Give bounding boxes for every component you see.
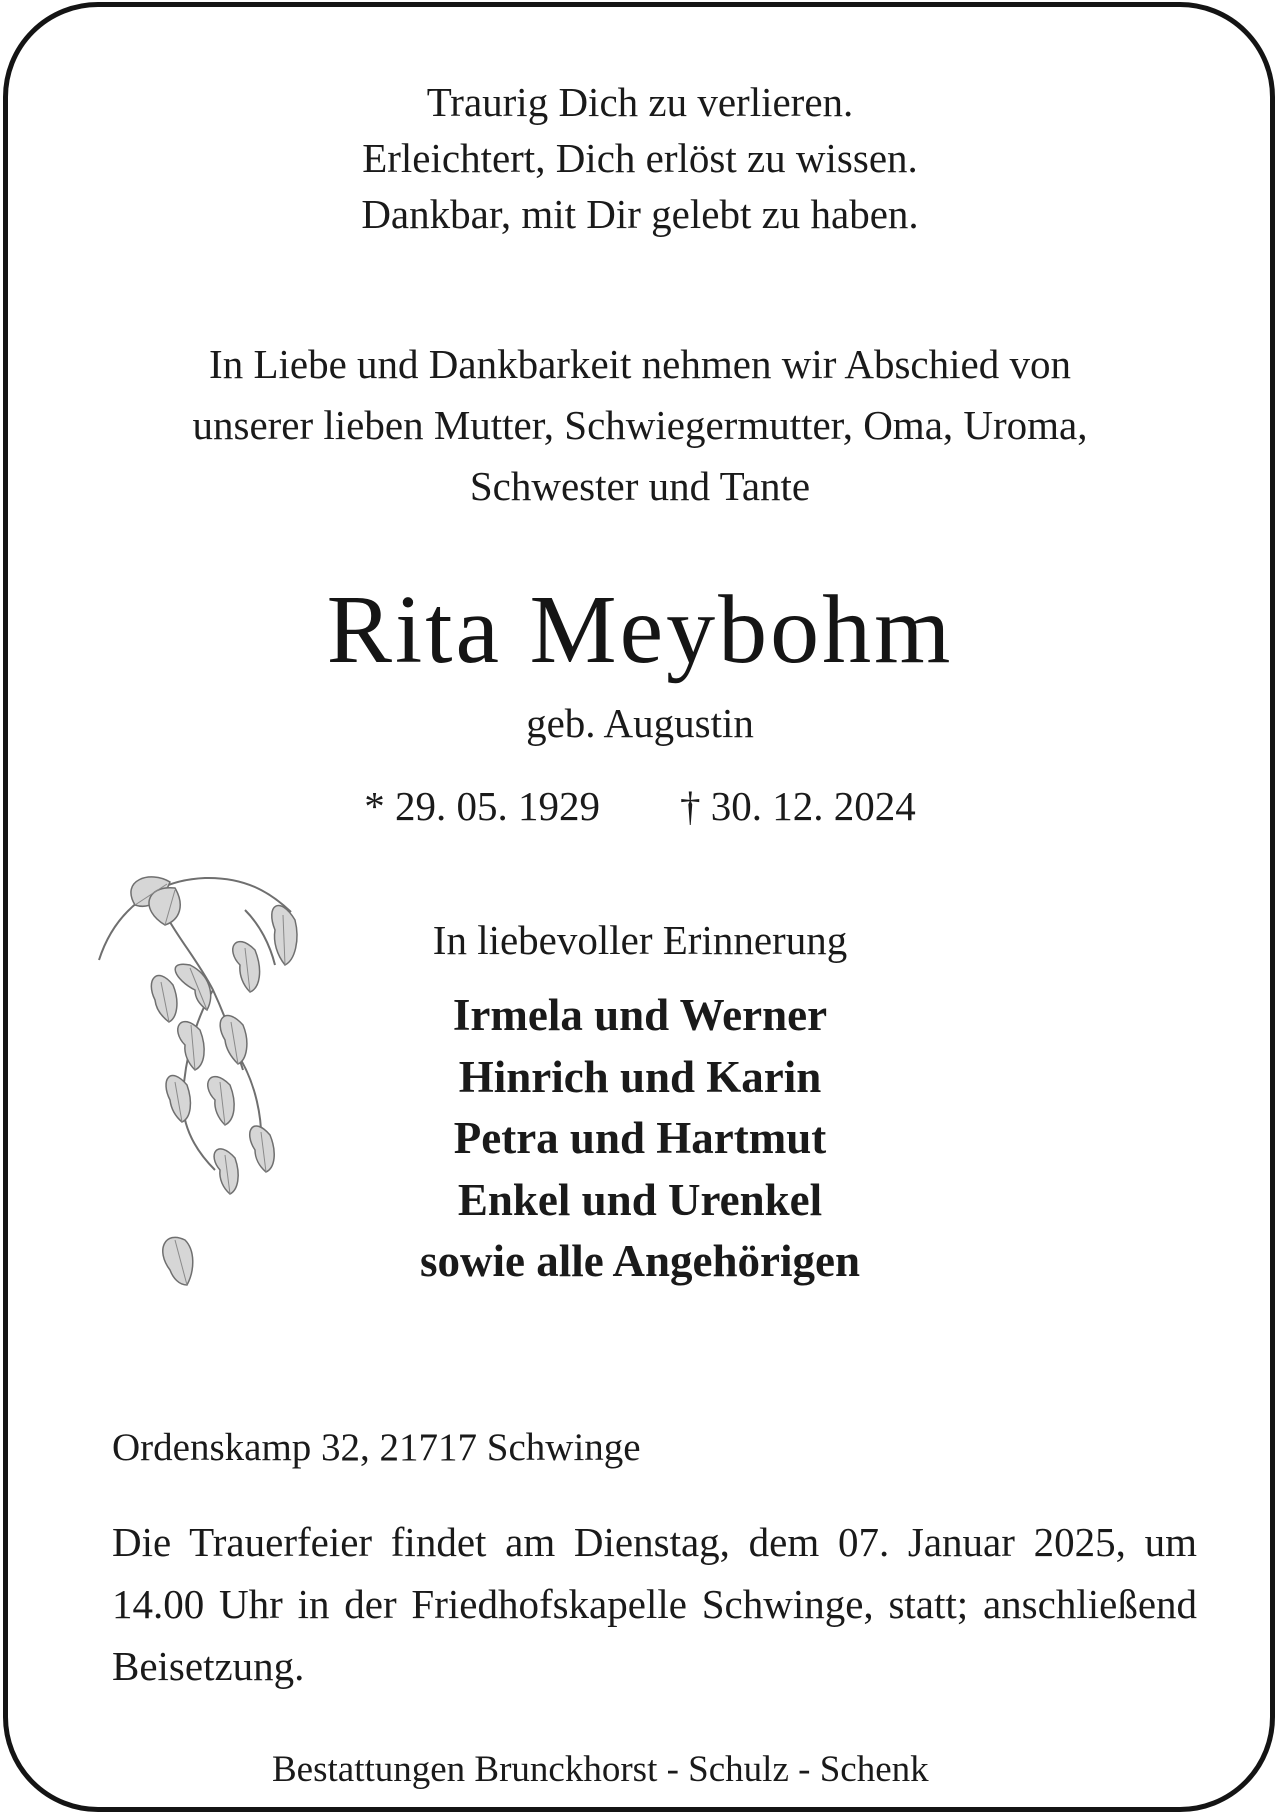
poem [0,74,1280,242]
address: Ordenskamp 32, 21717 Schwinge [112,1426,641,1469]
ceremony-line: anschließend Beisetzung. [112,1581,1198,1689]
death-date: † 30. 12. 2024 [680,783,916,829]
family-member: Irmela und Werner [452,990,828,1040]
life-dates [0,780,1280,832]
ceremony-line: Die Trauerfeier findet am Dienstag, dem 07. Januar 2025, [112,1519,1126,1565]
poem-line: Dankbar, mit Dir gelebt zu haben. [361,191,919,237]
intro-line: In Liebe und Dankbarkeit nehmen wir Abschied von [209,341,1071,387]
poem-line: Traurig Dich zu verlieren. [426,79,854,125]
maiden-name: geb. Augustin [526,700,754,746]
ceremony-line: um 14.00 Uhr in der Friedhofskapelle Schwinge, statt; [112,1519,1197,1627]
funeral-home: Bestattungen Brunckhorst - Schulz - Schenk [272,1749,929,1790]
intro-text [0,334,1280,517]
family-member: Hinrich und Karin [458,1051,822,1102]
family-list [0,985,1280,1293]
ceremony-info [112,1511,1197,1697]
family-member: Petra und Hartmut [453,1113,827,1163]
memory-line: In liebevoller Erinnerung [432,917,848,963]
family-member: Enkel und Urenkel [457,1174,823,1225]
deceased-name: Rita Meybohm [326,576,954,684]
birth-date: * 29. 05. 1929 [364,783,600,829]
intro-line: unserer lieben Mutter, Schwiegermutter, Oma, Uroma, [192,402,1088,448]
family-member: sowie alle Angehörigen [420,1236,860,1286]
intro-line: Schwester und Tante [469,463,811,509]
poem-line: Erleichtert, Dich erlöst zu wissen. [362,135,918,181]
